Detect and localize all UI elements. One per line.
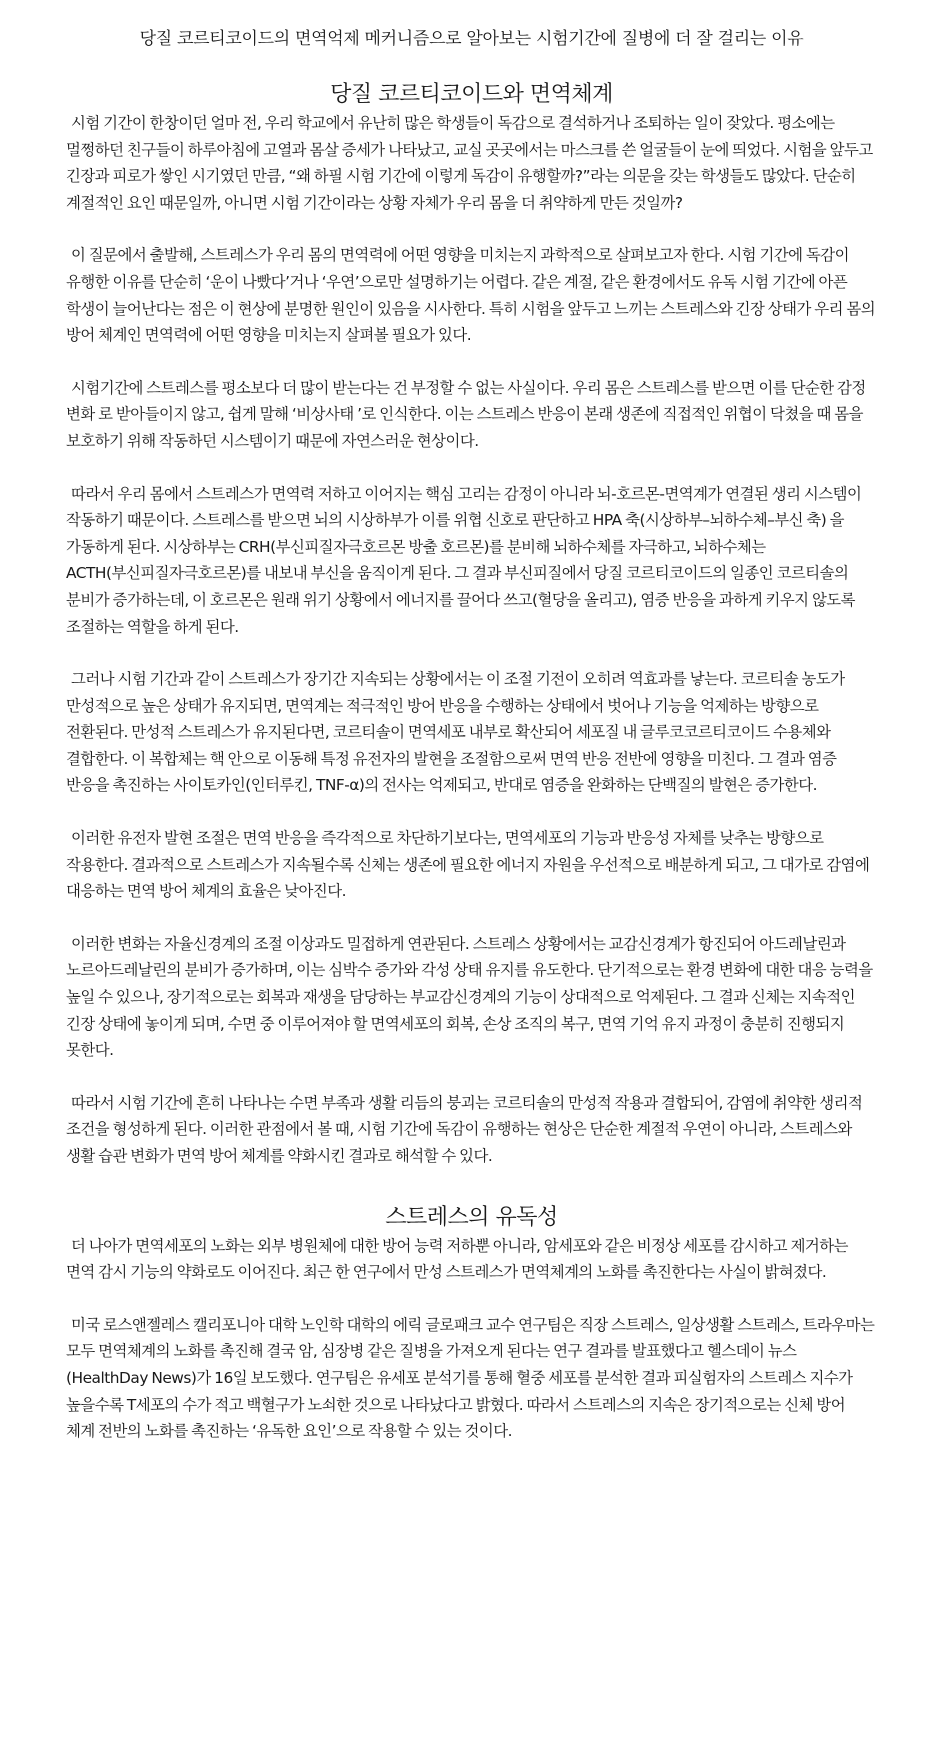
section-stress-toxicity: [66, 1203, 877, 1445]
document-title: 당질 코르티코이드의 면역억제 메커니즘으로 알아보는 시험기간에 질병에 더 잘 걸리는 이유: [139, 29, 804, 49]
paragraph: 이러한 유전자 발현 조절은 면역 반응을 즉각적으로 차단하기보다는, 면역세포의 기능과 반응성 자체를 낮추는 방향으로 작용한다. 결과적으로 스트레스가 지속될수록 신체는 생존에 필요한 에너지 자원을 우선적으로 배분하게 되고, 그 대가로 감염에 대응하는 면역 방어 체계의 효율은 낮아진다.: [66, 829, 870, 901]
paragraph: 더 나아가 면역세포의 노화는 외부 병원체에 대한 방어 능력 저하뿐 아니라, 암세포와 같은 비정상 세포를 감시하고 제거하는 면역 감시 기능의 약화로도 이어진다. 최근 한 연구에서 만성 스트레스가 면역체계의 노화를 촉진한다는 사실이 밝혀졌다.: [66, 1236, 849, 1282]
paragraph: 따라서 우리 몸에서 스트레스가 면역력 저하고 이어지는 핵심 고리는 감정이 아니라 뇌-호르몬-면역계가 연결된 생리 시스템이 작동하기 때문이다. 스트레스를 받으면 뇌의 시상하부가 이를 위협 신호로 판단하고 HPA 축(시상하부–뇌하수체–부신 축) 을 가동하게 된다. 시상하부는 CRH(부신피질자극호르몬 방출 호르몬)를 분비해 뇌하수체를 자극하고, 뇌하수체는 ACTH(부신피질자극호르몬)를 내보내 부신을 움직이게 된다. 그 결과 부신피질에서 당질 코르티코이드의 일종인 코르티솔의 분비가 증가하는데, 이 호르몬은 원래 위기 상황에서 에너지를 끌어다 쓰고(혈당을 올리고), 염증 반응을 과하게 키우지 않도록 조절하는 역할을 하게 된다.: [66, 484, 862, 636]
paragraph: 미국 로스앤젤레스 캘리포니아 대학 노인학 대학의 에릭 글로패크 교수 연구팀은 직장 스트레스, 일상생활 스트레스, 트라우마는 모두 면역체계의 노화를 촉진해 결국 암, 심장병 같은 질병을 가져오게 된다는 연구 결과를 발표했다고 헬스데이 뉴스(HealthDay News)가 16일 보도했다. 연구팀은 유세포 분석기를 통해 혈중 세포를 분석한 결과 피실험자의 스트레스 지수가 높을수록 T세포의 수가 적고 백혈구가 노쇠한 것으로 나타났다고 밝혔다. 따라서 스트레스의 지속은 장기적으로는 신체 방어 체계 전반의 노화를 촉진하는 ‘유독한 요인’으로 작용할 수 있는 것이다.: [66, 1315, 875, 1441]
paragraph: 그러나 시험 기간과 같이 스트레스가 장기간 지속되는 상황에서는 이 조절 기전이 오히려 역효과를 낳는다. 코르티솔 농도가 만성적으로 높은 상태가 유지되면, 면역계는 적극적인 방어 반응을 수행하는 상태에서 벗어나 기능을 억제하는 방향으로 전환된다. 만성적 스트레스가 유지된다면, 코르티솔이 면역세포 내부로 확산되어 세포질 내 글루코코르티코이드 수용체와 결합한다. 이 복합체는 핵 안으로 이동해 특정 유전자의 발현을 조절함으로써 면역 반응 전반에 영향을 미친다. 그 결과 염증 반응을 촉진하는 사이토카인(인터루킨, TNF-α)의 전사는 억제되고, 반대로 염증을 완화하는 단백질의 발현은 증가한다.: [66, 670, 845, 795]
paragraph: 시험기간에 스트레스를 평소보다 더 많이 받는다는 건 부정할 수 없는 사실이다. 우리 몸은 스트레스를 받으면 이를 단순한 감정 변화 로 받아들이지 않고, 쉽게 말해 ‘비상사태 ’로 인식한다. 이는 스트레스 반응이 본래 생존에 직접적인 위협이 닥쳤을 때 몸을 보호하기 위해 작동하던 시스템이기 때문에 자연스러운 현상이다.: [66, 378, 866, 450]
section-glucocorticoid-immune: [66, 80, 877, 1170]
paragraph: 이 질문에서 출발해, 스트레스가 우리 몸의 면역력에 어떤 영향을 미치는지 과학적으로 살펴보고자 한다. 시험 기간에 독감이 유행한 이유를 단순히 ‘운이 나빴다’거나 ‘우연’으로만 설명하기는 어렵다. 같은 계절, 같은 환경에서도 유독 시험 기간에 아픈 학생이 늘어난다는 점은 이 현상에 분명한 원인이 있음을 시사한다. 특히 시험을 앞두고 느끼는 스트레스와 긴장 상태가 우리 몸의 방어 체계인 면역력에 어떤 영향을 미치는지 살펴볼 필요가 있다.: [66, 246, 876, 345]
paragraph: 이러한 변화는 자율신경계의 조절 이상과도 밀접하게 연관된다. 스트레스 상황에서는 교감신경계가 항진되어 아드레날린과 노르아드레날린의 분비가 증가하며, 이는 심박수 증가와 각성 상태 유지를 유도한다. 단기적으로는 환경 변화에 대한 대응 능력을 높일 수 있으나, 장기적으로는 회복과 재생을 담당하는 부교감신경계의 기능이 상대적으로 억제된다. 그 결과 신체는 지속적인 긴장 상태에 놓이게 되며, 수면 중 이루어져야 할 면역세포의 회복, 손상 조직의 복구, 면역 기억 유지 과정이 충분히 진행되지 못한다.: [66, 934, 873, 1060]
section-heading: 당질 코르티코이드와 면역체계: [330, 82, 613, 107]
section-heading: 스트레스의 유독성: [385, 1204, 558, 1230]
paragraph: 따라서 시험 기간에 흔히 나타나는 수면 부족과 생활 리듬의 붕괴는 코르티솔의 만성적 작용과 결합되어, 감염에 취약한 생리적 조건을 형성하게 된다. 이러한 관점에서 볼 때, 시험 기간에 독감이 유행하는 현상은 단순한 계절적 우연이 아니라, 스트레스와 생활 습관 변화가 면역 방어 체계를 약화시킨 결과로 해석할 수 있다.: [66, 1093, 863, 1165]
paragraph: 시험 기간이 한창이던 얼마 전, 우리 학교에서 유난히 많은 학생들이 독감으로 결석하거나 조퇴하는 일이 잦았다. 평소에는 멀쩡하던 친구들이 하루아침에 고열과 몸살 증세가 나타났고, 교실 곳곳에서는 마스크를 쓴 얼굴들이 눈에 띄었다. 시험을 앞두고 긴장과 피로가 쌓인 시기였던 만큼, “왜 하필 시험 기간에 이렇게 독감이 유행할까?”라는 의문을 갖는 학생들도 많았다. 단순히 계절적인 요인 때문일까, 아니면 시험 기간이라는 상황 자체가 우리 몸을 더 취약하게 만든 것일까?: [66, 114, 873, 212]
